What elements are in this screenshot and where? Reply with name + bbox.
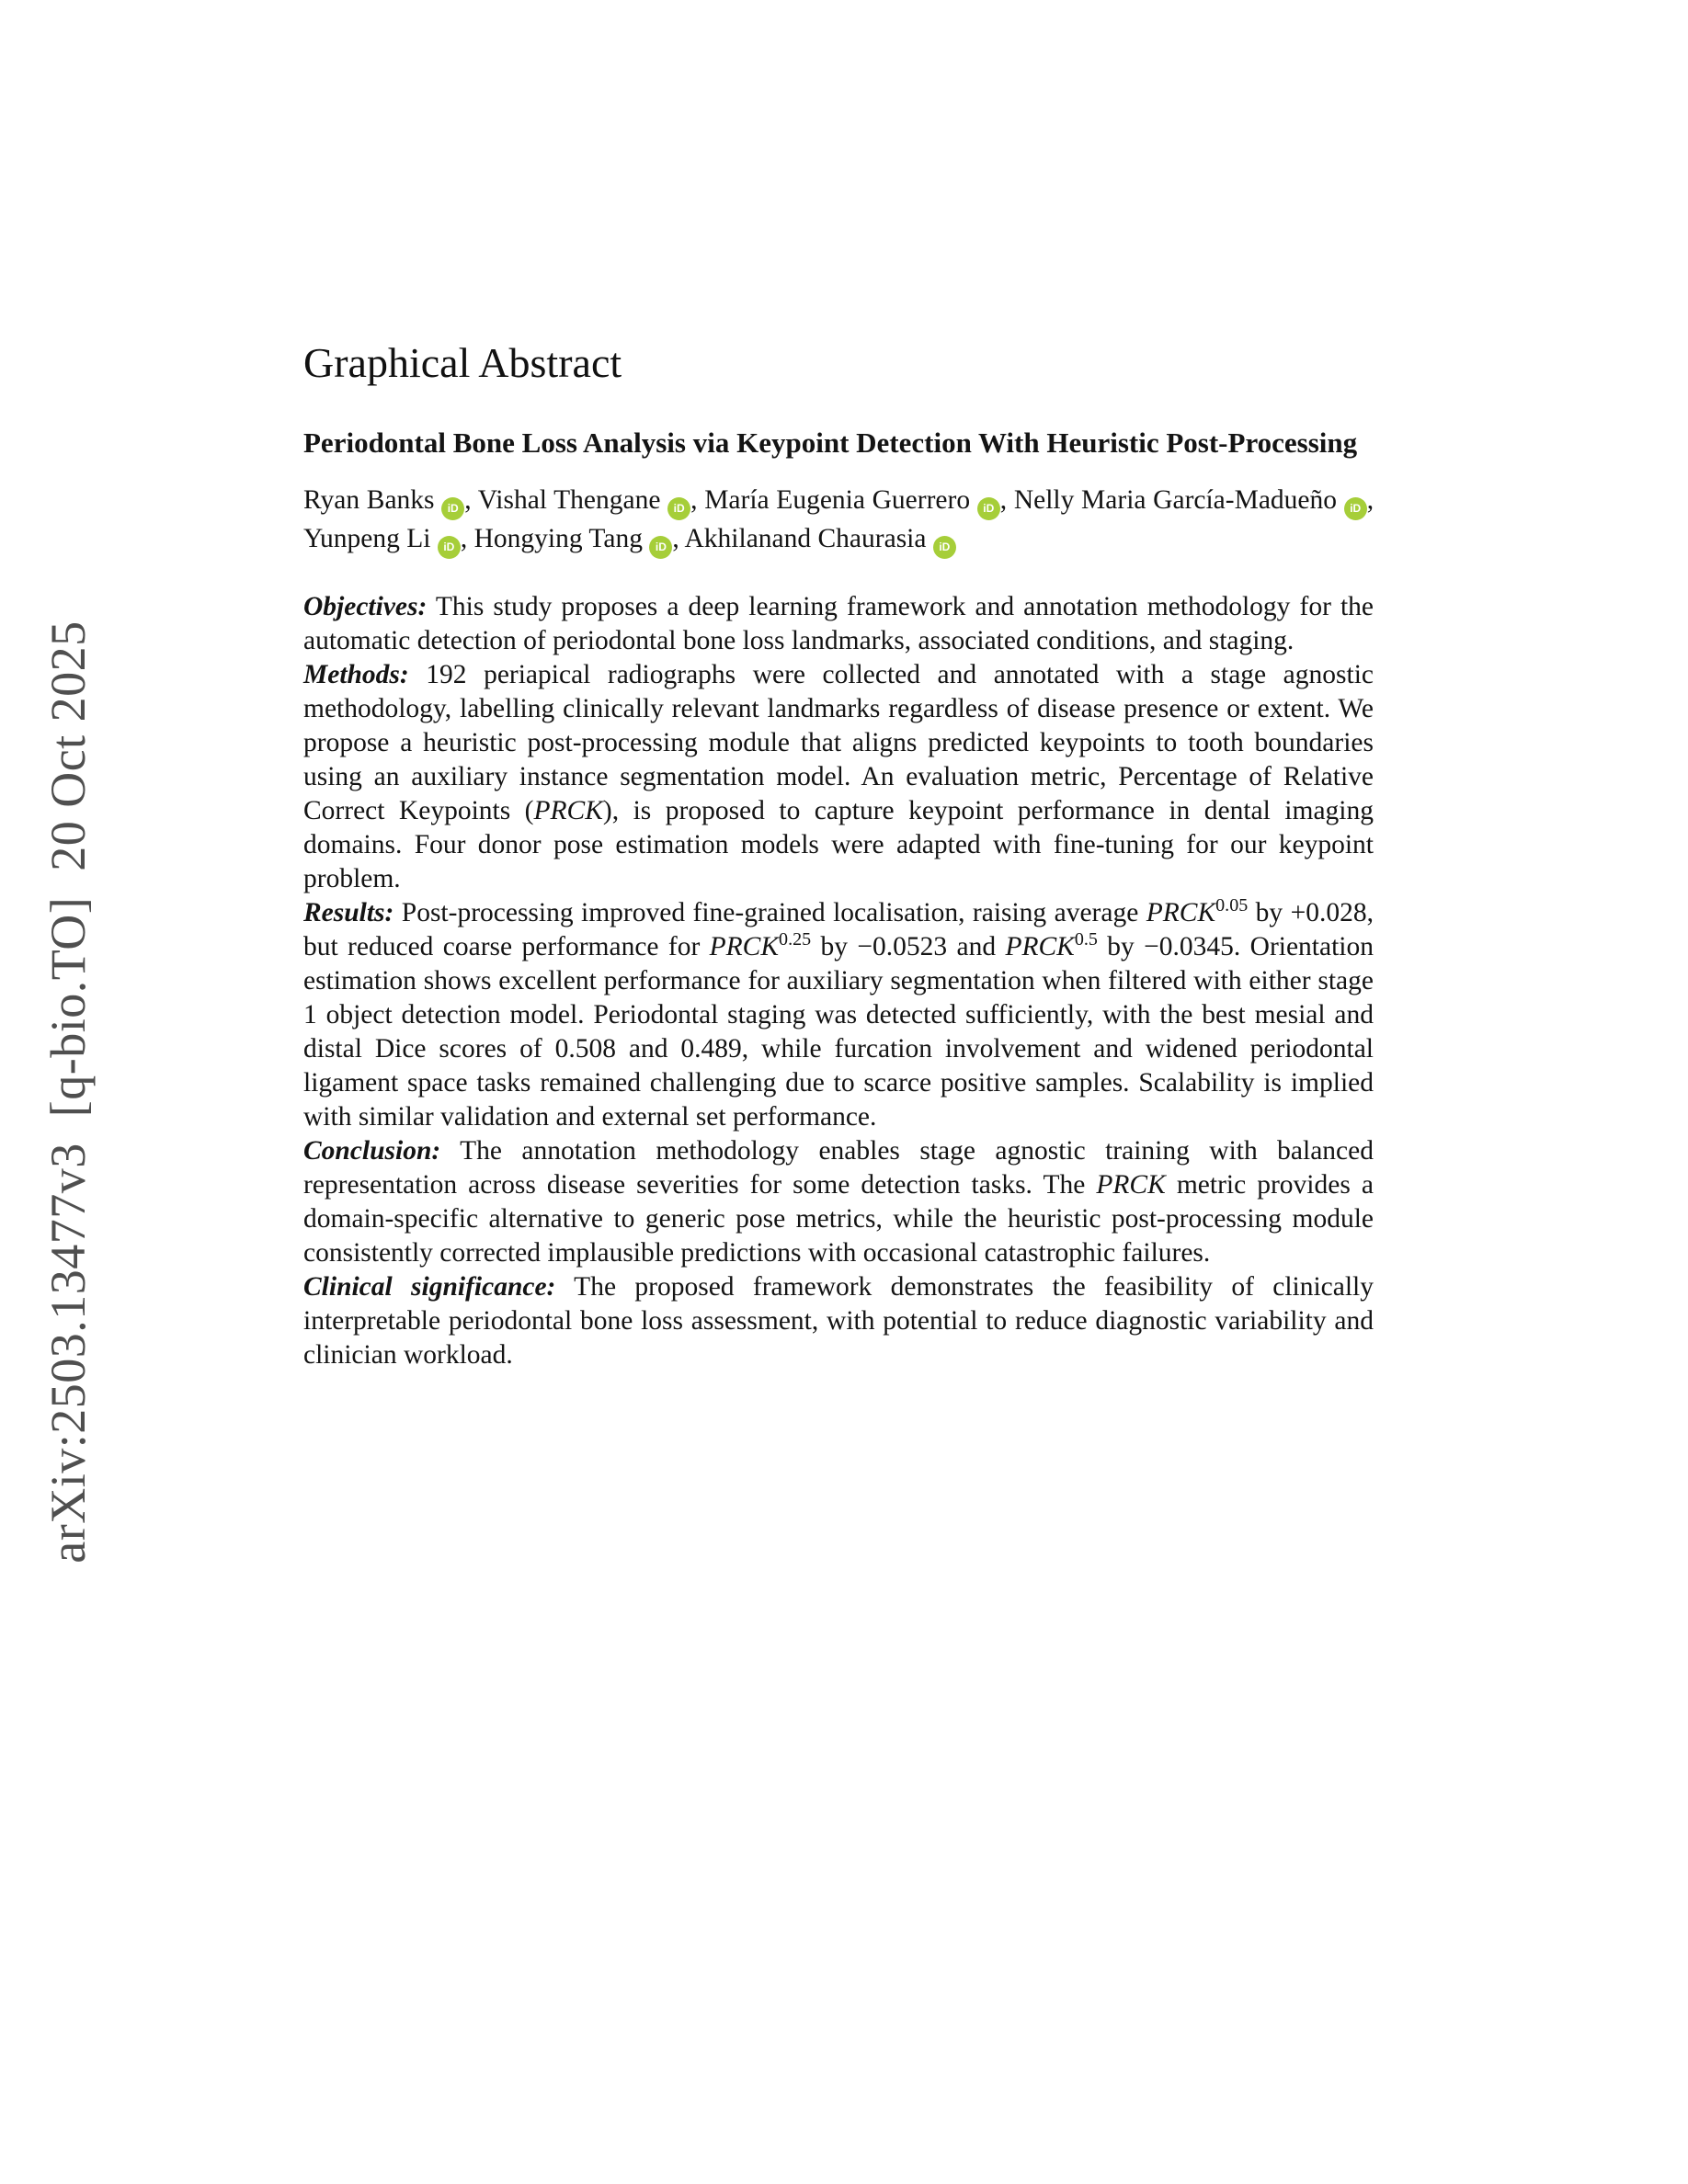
- superscript: 0.25: [779, 929, 812, 950]
- orcid-icon[interactable]: iD: [977, 497, 1000, 520]
- paragraph-text: The annotation methodology enables stage agnostic training with balanced representation across disease severities for some detection tasks. The: [303, 1136, 1374, 1200]
- orcid-icon[interactable]: iD: [1344, 497, 1367, 520]
- paper-title: Periodontal Bone Loss Analysis via Keypoint Detection With Heuristic Post-Processing: [303, 427, 1358, 459]
- orcid-icon[interactable]: iD: [933, 536, 956, 559]
- paragraph-text: by +0.028, but reduced coarse performance for: [303, 898, 1374, 961]
- paragraph-text: ), is proposed to capture keypoint performance in dental imaging domains. Four donor pose estimation models were adapted with fine-tuning for our keypoint problem.: [303, 796, 1374, 893]
- abstract-paragraph-objectives: [303, 590, 1374, 658]
- paragraph-text: by −0.0345. Orientation estimation shows excellent performance for auxiliary segmentation when filtered with either stage 1 object detection model. Periodontal staging was detected sufficiently, with the best mesial and distal Dice scores of 0.508 and 0.489, while furcation involvement and widened periodontal ligament space tasks remained challenging due to scarce positive samples. Scalability is implied with similar validation and external set performance.: [303, 932, 1374, 1132]
- author-name: Hongying Tang: [473, 524, 643, 553]
- paragraph-text: by −0.0523 and: [811, 932, 1006, 961]
- paragraph-label: Results:: [303, 898, 394, 927]
- author-name: Vishal Thengane: [477, 485, 661, 515]
- author-name: Ryan Banks: [303, 485, 435, 515]
- abstract-paragraph-methods: [303, 658, 1374, 896]
- author-name: María Eugenia Guerrero: [704, 485, 971, 515]
- author-name: Yunpeng Li: [303, 524, 431, 553]
- paragraph-text: Post-processing improved fine-grained localisation, raising average: [393, 898, 1146, 927]
- abstract-paragraph-conclusion: [303, 1134, 1374, 1270]
- math-term: PRCK: [709, 932, 780, 961]
- orcid-icon[interactable]: iD: [667, 497, 690, 520]
- math-term: PRCK: [1096, 1170, 1166, 1200]
- abstract-paragraph-results: [303, 896, 1374, 1134]
- orcid-icon[interactable]: iD: [649, 536, 672, 559]
- paragraph-text: metric provides a domain-specific alternative to generic pose metrics, while the heuristic post-processing module consistently corrected implausible predictions with occasional catastrophic failures.: [303, 1170, 1374, 1268]
- page-title: Graphical Abstract: [303, 339, 622, 386]
- arxiv-watermark: arXiv:2503.13477v3 [q-bio.TO] 20 Oct 2025: [40, 620, 96, 1564]
- orcid-icon[interactable]: iD: [438, 536, 461, 559]
- paragraph-text: 192 periapical radiographs were collected and annotated with a stage agnostic methodology, labelling clinically relevant landmarks regardless of disease presence or extent. We propose a heuristic post-processing module that aligns predicted keypoints to tooth boundaries using an auxiliary instance segmentation model. An evaluation metric, Percentage of Relative Correct Keypoints (: [303, 660, 1374, 825]
- graphical-abstract-content: [303, 338, 1374, 1372]
- math-term: PRCK: [533, 796, 603, 825]
- superscript: 0.05: [1215, 895, 1249, 916]
- paragraph-label: Methods:: [303, 660, 409, 689]
- paragraph-label: Objectives:: [303, 592, 428, 621]
- superscript: 0.5: [1074, 929, 1098, 950]
- orcid-icon[interactable]: iD: [441, 497, 464, 520]
- paragraph-text: This study proposes a deep learning framework and annotation methodology for the automatic detection of periodontal bone loss landmarks, associated conditions, and staging.: [303, 592, 1374, 655]
- abstract-body: [303, 590, 1374, 1372]
- math-term: PRCK: [1005, 932, 1075, 961]
- paragraph-label: Clinical significance:: [303, 1272, 556, 1302]
- paragraph-text: The proposed framework demonstrates the feasibility of clinically interpretable periodontal bone loss assessment, with potential to reduce diagnostic variability and clinician workload.: [303, 1272, 1374, 1370]
- author-list: Ryan Banks iD , Vishal Thengane iD , María Eugenia Guerrero iD , Nelly Maria García-Madueño iD , Yunpeng Li iD , Hongying Tang iD , Akhilanand Chaurasia iD: [303, 482, 1374, 559]
- abstract-paragraph-clinical-significance: [303, 1270, 1374, 1372]
- author-name: Akhilanand Chaurasia: [684, 524, 927, 553]
- paragraph-label: Conclusion:: [303, 1136, 441, 1166]
- math-term: PRCK: [1146, 898, 1216, 927]
- author-name: Nelly Maria García-Madueño: [1013, 485, 1338, 515]
